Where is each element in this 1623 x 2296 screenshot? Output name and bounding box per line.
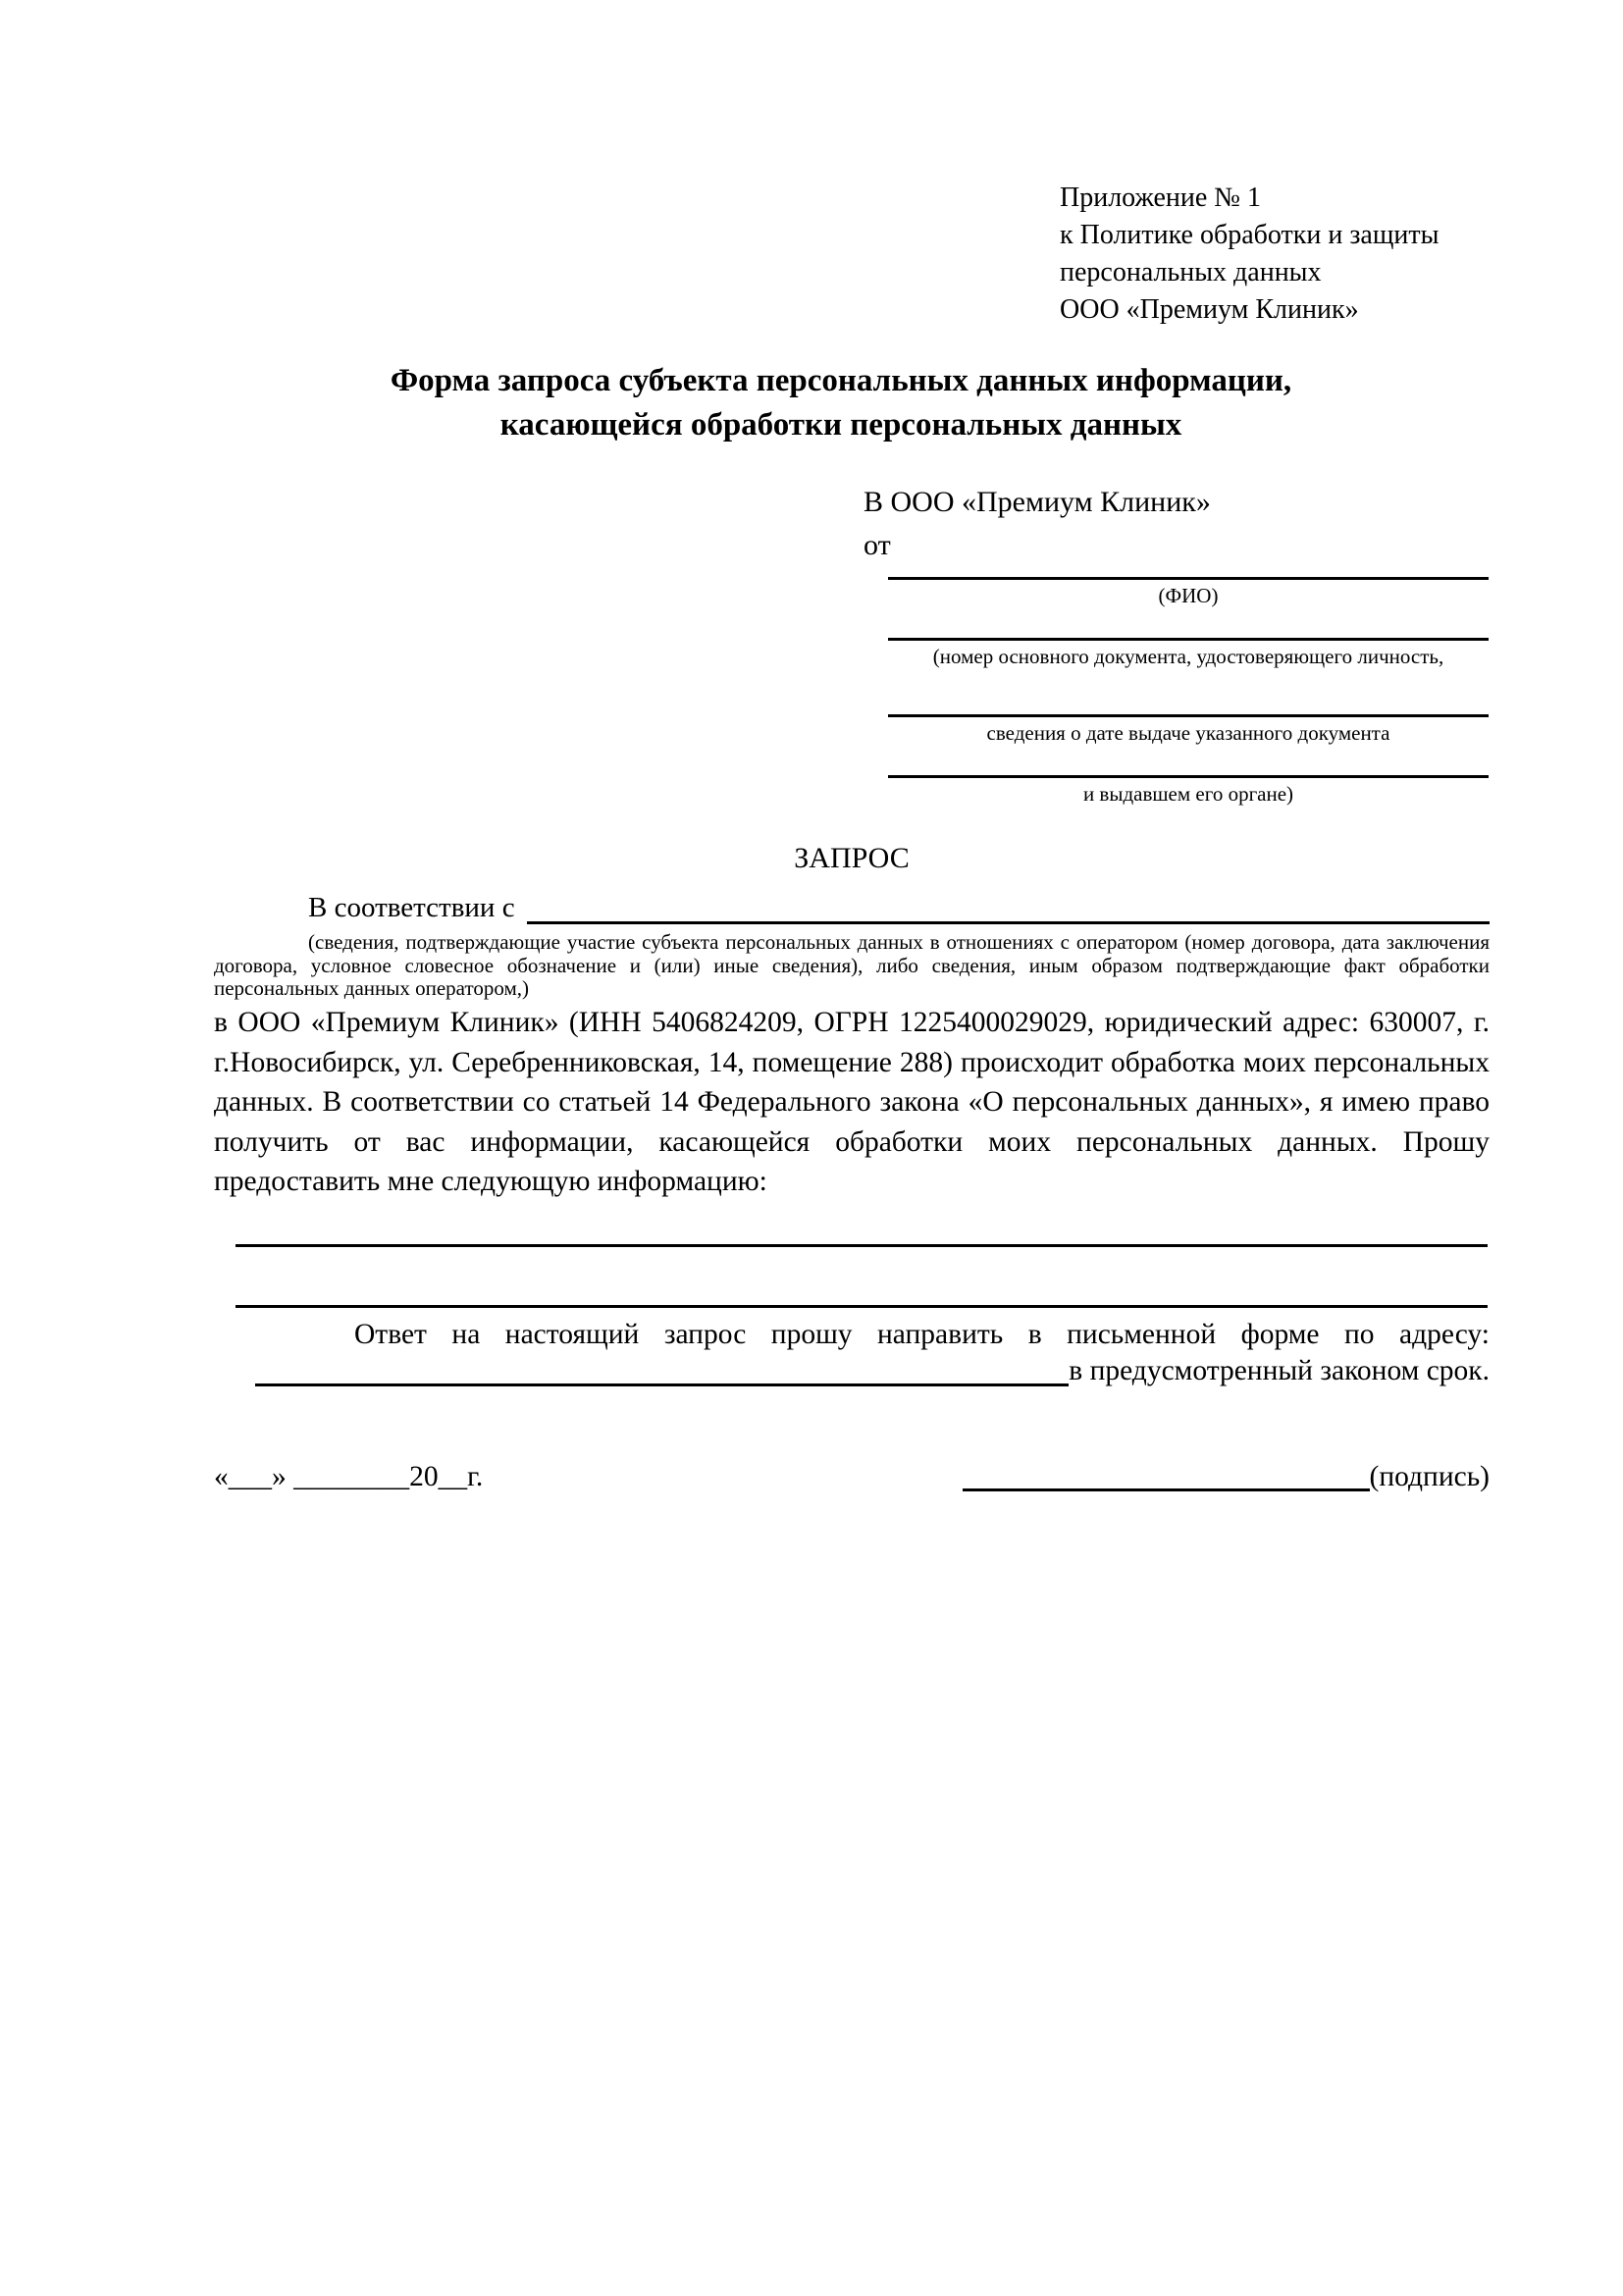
appendix-line: ООО «Премиум Клиник»	[1060, 294, 1359, 325]
addressee-organization: В ООО «Премиум Клиник»	[864, 486, 1211, 518]
document-title-line: Форма запроса субъекта персональных данных информации,	[390, 363, 1292, 398]
addressee-from-label: от	[864, 529, 891, 561]
accordance-footnote: (сведения, подтверждающие участие субъекта персональных данных в отношениях с оператором (номер договора, дата заключения договора, условное словесное обозначение и (или) иные сведения), либо сведения, иным образом подтверждающие факт обработки персональных данных оператором,)	[214, 930, 1490, 1000]
fio-caption: (ФИО)	[1158, 584, 1219, 607]
information-fill-line-2	[236, 1305, 1488, 1308]
issue-date-caption: сведения о дате выдаче указанного документа	[986, 721, 1390, 745]
document-title	[174, 359, 1508, 447]
accordance-row	[214, 888, 1490, 927]
date-placeholder: «___» ________20__г.	[214, 1461, 484, 1492]
reply-address-row	[255, 1352, 1490, 1389]
accordance-prefix: В соответствии с	[308, 892, 515, 923]
request-heading: ЗАПРОС	[794, 842, 910, 874]
issuing-authority-caption: и выдавшем его органе)	[1082, 782, 1294, 806]
signature-caption: (подпись)	[1369, 1461, 1490, 1492]
issuing-authority-fill-line	[888, 775, 1489, 778]
document-title-line: касающейся обработки персональных данных	[499, 407, 1182, 443]
reply-address-fill-line	[255, 1383, 1069, 1386]
document-number-caption: (номер основного документа, удостоверяющего личность,	[932, 645, 1444, 668]
signature-area	[963, 1457, 1490, 1496]
addressee-block	[864, 481, 1211, 567]
appendix-line: к Политике обработки и защиты	[1060, 220, 1440, 250]
accordance-fill-line	[527, 921, 1490, 924]
appendix-header	[1060, 180, 1439, 329]
fio-fill-line	[888, 577, 1489, 580]
request-body: в ООО «Премиум Клиник» (ИНН 5406824209, ОГРН 1225400029029, юридический адрес: 630007, г. г.Новосибирск, ул. Серебренниковская, 14, помещение 288) происходит обработка моих персональных данных. В соответствии со статьей 14 Федерального закона «О персональных данных», я имею право получить от вас информации, касающейся обработки моих персональных данных. Прошу предоставить мне следующую информацию:	[214, 1007, 1490, 1197]
reply-instruction: Ответ на настоящий запрос прошу направить в письменной форме по адресу:	[354, 1319, 1490, 1350]
reply-suffix: в предусмотренный законом срок.	[1069, 1355, 1490, 1386]
signature-fill-line	[963, 1488, 1370, 1491]
signature-row	[214, 1457, 1490, 1496]
document-number-fill-line	[888, 638, 1489, 641]
information-fill-line-1	[236, 1244, 1488, 1247]
appendix-line: Приложение № 1	[1060, 183, 1261, 213]
appendix-line: персональных данных	[1060, 257, 1322, 287]
issue-date-fill-line	[888, 714, 1489, 717]
